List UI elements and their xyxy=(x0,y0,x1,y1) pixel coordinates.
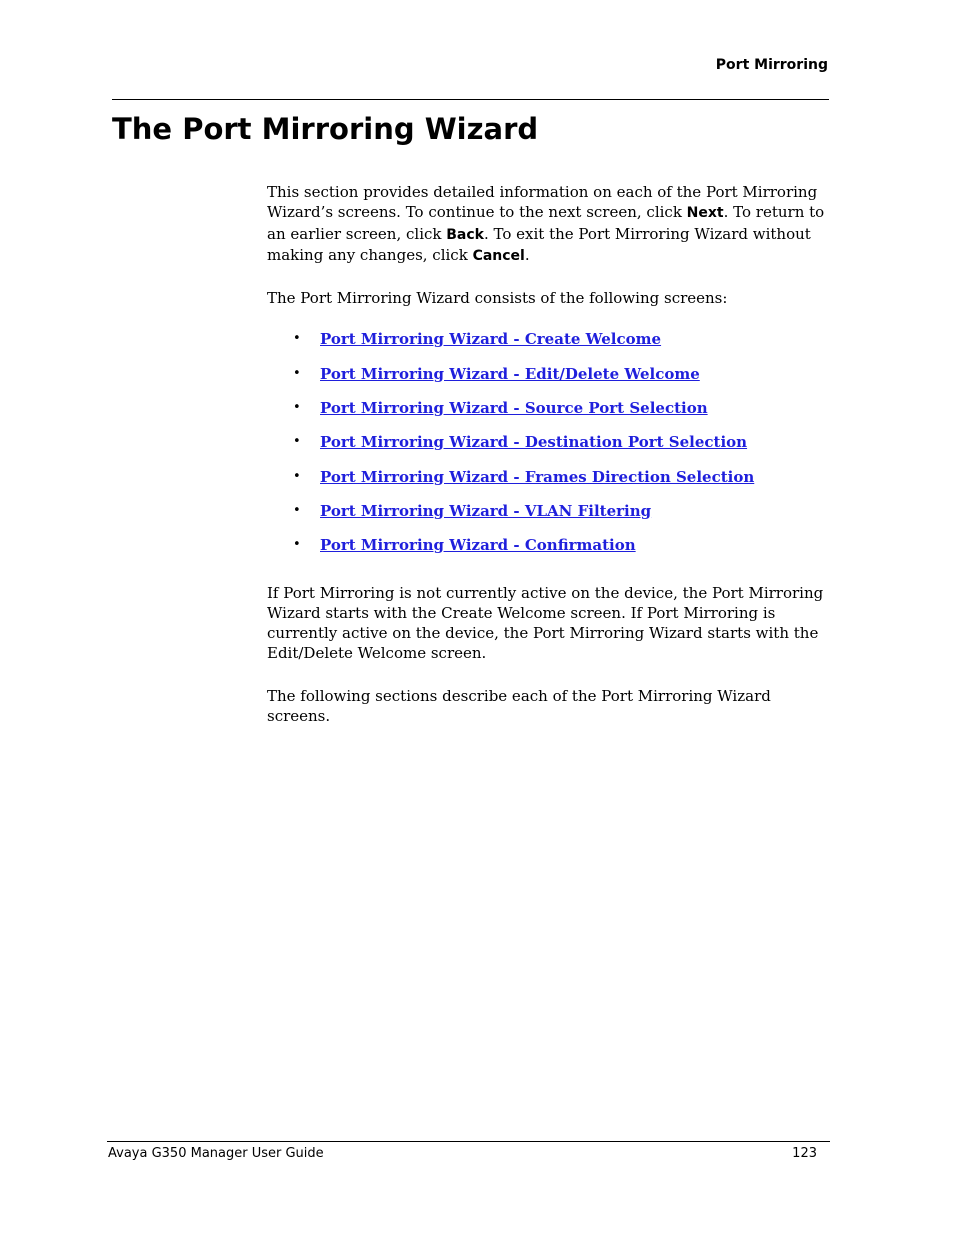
list-item xyxy=(267,501,830,535)
startup-paragraph: If Port Mirroring is not currently active on the device, the Port Mirroring Wizard starts with the Create Welcome screen. If Port Mirroring is currently active on the device, the Port Mirroring Wizard starts with the Edit/Delete Welcome screen. xyxy=(267,583,824,663)
list-item xyxy=(267,398,830,432)
page-title: The Port Mirroring Wizard xyxy=(112,112,539,146)
intro-paragraph xyxy=(267,182,830,266)
footer-guide-title: Avaya G350 Manager User Guide xyxy=(108,1146,324,1161)
intro-text-2: . To return to an earlier screen, click xyxy=(267,203,825,243)
link-source-port-selection[interactable]: Port Mirroring Wizard - Source Port Selection xyxy=(320,399,708,418)
bullet-icon: • xyxy=(293,434,301,450)
running-header: Port Mirroring xyxy=(715,57,828,73)
list-item xyxy=(267,467,830,501)
bullet-icon: • xyxy=(293,365,301,381)
list-item xyxy=(267,364,830,398)
link-edit-delete-welcome[interactable]: Port Mirroring Wizard - Edit/Delete Welcome xyxy=(320,364,700,383)
page-number: 123 xyxy=(792,1146,817,1161)
list-item xyxy=(267,535,830,569)
header-rule xyxy=(112,99,829,100)
bullet-icon: • xyxy=(293,468,301,484)
intro-text-3: . To exit the Port Mirroring Wizard without making any changes, click xyxy=(267,224,811,264)
link-confirmation[interactable]: Port Mirroring Wizard - Confirmation xyxy=(320,536,636,555)
following-paragraph: The following sections describe each of the Port Mirroring Wizard screens. xyxy=(267,686,771,726)
link-frames-direction-selection[interactable]: Port Mirroring Wizard - Frames Direction Selection xyxy=(320,467,755,486)
link-vlan-filtering[interactable]: Port Mirroring Wizard - VLAN Filtering xyxy=(320,501,652,520)
body-content xyxy=(267,182,830,726)
link-destination-port-selection[interactable]: Port Mirroring Wizard - Destination Port Selection xyxy=(320,433,748,452)
footer-rule xyxy=(107,1141,830,1142)
cancel-term: Cancel xyxy=(472,247,525,264)
bullet-icon: • xyxy=(293,331,301,347)
back-term: Back xyxy=(446,226,484,243)
list-item xyxy=(267,329,830,363)
intro-text-1: This section provides detailed information on each of the Port Mirroring Wizard’s screens. To continue to the next screen, click xyxy=(267,183,818,222)
next-term: Next xyxy=(686,205,724,222)
bullet-icon: • xyxy=(293,400,301,416)
bullet-icon: • xyxy=(293,537,301,553)
screen-list xyxy=(267,329,830,569)
intro-text-4: . xyxy=(524,245,530,264)
list-item xyxy=(267,432,830,466)
consists-paragraph: The Port Mirroring Wizard consists of the following screens: xyxy=(267,289,728,308)
link-create-welcome[interactable]: Port Mirroring Wizard - Create Welcome xyxy=(320,330,662,349)
bullet-icon: • xyxy=(293,502,301,518)
